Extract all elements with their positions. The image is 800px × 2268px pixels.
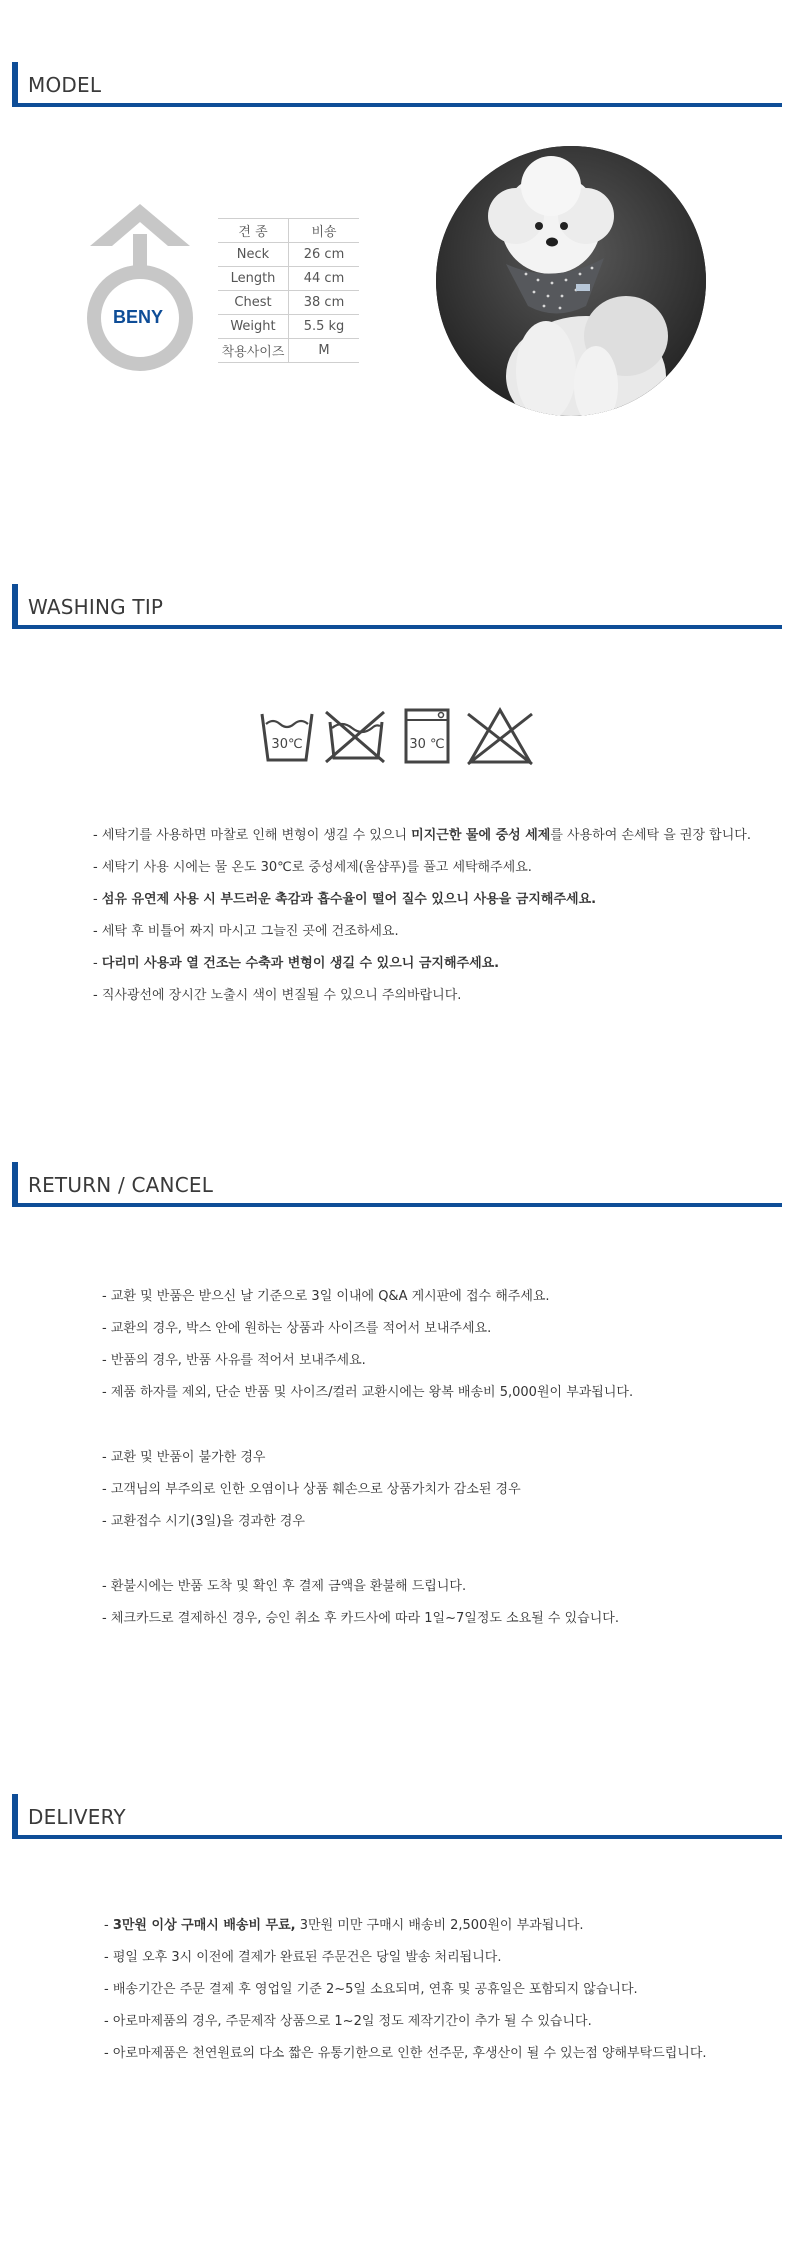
no-bleach-icon [468, 710, 532, 764]
spec-value: M [289, 339, 360, 363]
return-line: - 반품의 경우, 반품 사유를 적어서 보내주세요. [102, 1353, 366, 1368]
spec-key: Length [218, 267, 289, 291]
wash-temp-label: 30℃ [271, 737, 303, 752]
machine-wash-temp-label: 30 ℃ [409, 737, 445, 752]
return-line: - 교환 및 반품이 불가한 경우 [102, 1450, 266, 1465]
machine-wash-30c-icon [406, 710, 448, 762]
table-row [218, 243, 359, 267]
spec-value: 5.5 kg [289, 315, 360, 339]
return-line: - 고객님의 부주의로 인한 오염이나 상품 훼손으로 상품가치가 감소된 경우 [102, 1482, 521, 1497]
return-line: - 제품 하자를 제외, 단순 반품 및 사이즈/컬러 교환시에는 왕복 배송비 5,000원이 부과됩니다. [102, 1385, 634, 1400]
table-row [218, 291, 359, 315]
washing-line: - 세탁기를 사용하면 마찰로 인해 변형이 생길 수 있으니 미지근한 물에 중성 세제를 사용하여 손세탁 을 권장 합니다. [93, 828, 751, 843]
washing-line: - 섬유 유연제 사용 시 부드러운 촉감과 흡수율이 떨어 질수 있으니 사용을 금지해주세요. [93, 892, 597, 907]
title-underline [12, 103, 782, 107]
section-label: WASHING TIP [28, 595, 164, 619]
section-title-delivery [12, 1794, 782, 1839]
washing-line: - 직사광선에 장시간 노출시 색이 변질될 수 있으니 주의바랍니다. [93, 988, 462, 1003]
return-line: - 교환의 경우, 박스 안에 원하는 상품과 사이즈를 적어서 보내주세요. [102, 1321, 492, 1336]
delivery-line: - 아로마제품은 천연원료의 다소 짧은 유통기한으로 인한 선주문, 후생산이 될 수 있는점 양해부탁드립니다. [104, 2046, 707, 2061]
section-label: MODEL [28, 73, 102, 97]
spec-key: Chest [218, 291, 289, 315]
section-label: DELIVERY [28, 1805, 126, 1829]
table-row [218, 315, 359, 339]
return-line: - 교환접수 시기(3일)을 경과한 경우 [102, 1514, 305, 1529]
return-line: - 체크카드로 결제하신 경우, 승인 취소 후 카드사에 따라 1일~7일정도 소요될 수 있습니다. [102, 1611, 619, 1626]
section-title-washing [12, 584, 782, 629]
no-tumble-dry-icon [326, 712, 384, 762]
title-accent-bar [12, 1162, 18, 1207]
table-row [218, 267, 359, 291]
delivery-line: - 배송기간은 주문 결제 후 영업일 기준 2~5일 소요되며, 연휴 및 공휴일은 포함되지 않습니다. [104, 1982, 638, 1997]
title-accent-bar [12, 584, 18, 629]
spec-value: 비숑 [289, 219, 360, 243]
section-title-return [12, 1162, 782, 1207]
title-underline [12, 1203, 782, 1207]
spec-value: 44 cm [289, 267, 360, 291]
spec-key: Neck [218, 243, 289, 267]
delivery-line: - 평일 오후 3시 이전에 결제가 완료된 주문건은 당일 발송 처리됩니다. [104, 1950, 502, 1965]
table-row [218, 219, 359, 243]
return-line: - 환불시에는 반품 도착 및 확인 후 결제 금액을 환불해 드립니다. [102, 1579, 467, 1594]
model-dog-photo [436, 146, 706, 416]
delivery-line: - 아로마제품의 경우, 주문제작 상품으로 1~2일 정도 제작기간이 추가 될 수 있습니다. [104, 2014, 592, 2029]
title-underline [12, 1835, 782, 1839]
spec-key: 견 종 [218, 219, 289, 243]
section-title-model [12, 62, 782, 107]
title-accent-bar [12, 1794, 18, 1839]
return-line: - 교환 및 반품은 받으신 날 기준으로 3일 이내에 Q&A 게시판에 접수 해주세요. [102, 1289, 550, 1304]
spec-key: 착용사이즈 [218, 339, 289, 363]
title-underline [12, 625, 782, 629]
spec-value: 26 cm [289, 243, 360, 267]
table-row [218, 339, 359, 363]
washing-line: - 세탁 후 비틀어 짜지 마시고 그늘진 곳에 건조하세요. [93, 924, 399, 939]
section-label: RETURN / CANCEL [28, 1173, 214, 1197]
model-spec-table [218, 218, 359, 363]
delivery-line: - 3만원 이상 구매시 배송비 무료, 3만원 미만 구매시 배송비 2,500원이 부과됩니다. [104, 1918, 584, 1933]
washing-line: - 세탁기 사용 시에는 물 온도 30℃로 중성세제(울샴푸)를 풀고 세탁해주세요. [93, 860, 532, 875]
spec-value: 38 cm [289, 291, 360, 315]
spec-key: Weight [218, 315, 289, 339]
washing-line: - 다리미 사용과 열 건조는 수축과 변형이 생길 수 있으니 금지해주세요. [93, 956, 500, 971]
wash-30c-icon [262, 714, 312, 760]
washing-icons [258, 704, 538, 766]
male-symbol-icon [82, 204, 202, 376]
title-accent-bar [12, 62, 18, 107]
model-name: BENY [112, 307, 163, 327]
